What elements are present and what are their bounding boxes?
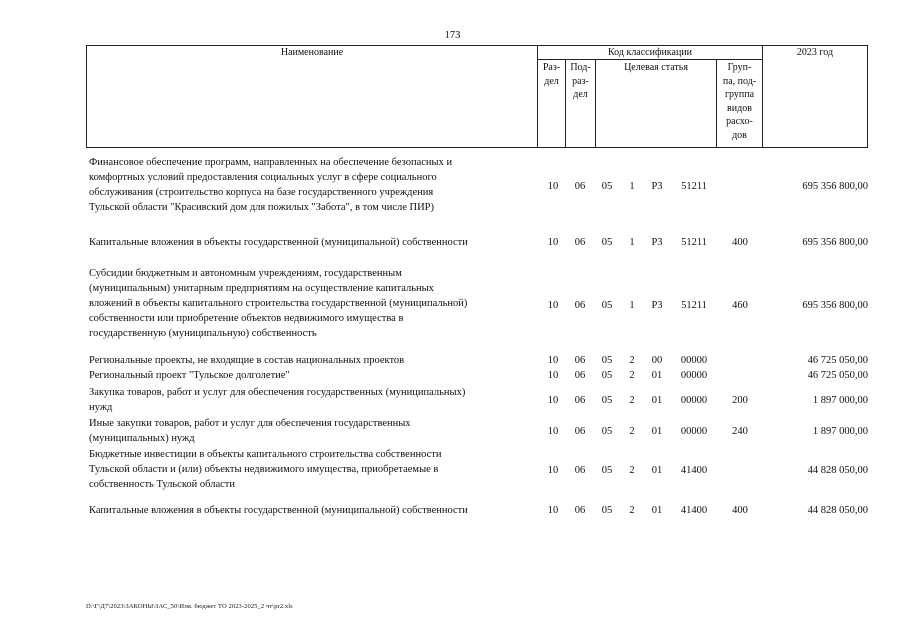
cell-podrazdel: 06: [574, 181, 586, 192]
cell-target-3: 01: [651, 395, 663, 406]
header-classification: Код классификации: [607, 47, 693, 58]
cell-target-1: 05: [601, 426, 613, 437]
cell-group: 400: [732, 505, 748, 516]
cell-target-3: 01: [651, 426, 663, 437]
table-row: [0, 155, 905, 221]
cell-amount: 46 725 050,00: [807, 355, 868, 366]
cell-razdel: 10: [547, 395, 559, 406]
header-podrazdel: Под- раз- дел: [570, 62, 591, 100]
table-row: [0, 353, 905, 369]
cell-podrazdel: 06: [574, 395, 586, 406]
row-name: Капитальные вложения в объекты государственной (муниципальной) собственности: [89, 237, 468, 248]
row-name: Капитальные вложения в объекты государственной (муниципальной) собственности: [89, 505, 468, 516]
cell-target-1: 05: [601, 237, 613, 248]
cell-target-1: 05: [601, 465, 613, 476]
cell-target-2: 2: [629, 426, 635, 437]
cell-target-1: 05: [601, 355, 613, 366]
cell-target-3: P3: [651, 181, 663, 192]
cell-podrazdel: 06: [574, 237, 586, 248]
cell-target-1: 05: [601, 505, 613, 516]
header-year: 2023 год: [796, 47, 834, 58]
cell-target-2: 2: [629, 355, 635, 366]
row-name: Финансовое обеспечение программ, направленных на обеспечение безопасных и комфортных условий предоставления социальных услуг в сфере социального обслуживания (строительство корпуса на базе государственного учреждения Тульской области "Красивский дом для пожилых "Забота", в том числе ПИР): [89, 157, 453, 213]
cell-podrazdel: 06: [574, 465, 586, 476]
cell-amount: 695 356 800,00: [802, 237, 868, 248]
file-path-footer: D:\Г\Д7\2023\ЗАКОНЫ\ЗАС_50\Изм. бюджет ТО 2023-2025_2 чт\pr2.xls: [86, 603, 293, 610]
table-row: [0, 447, 905, 493]
cell-target-4: 00000: [680, 370, 708, 381]
cell-group: 400: [732, 237, 748, 248]
cell-razdel: 10: [547, 505, 559, 516]
header-razdel: Раз- дел: [542, 62, 561, 87]
cell-target-4: 51211: [681, 237, 707, 248]
cell-target-2: 2: [629, 505, 635, 516]
cell-target-2: 1: [629, 300, 635, 311]
row-name: Бюджетные инвестиции в объекты капитального строительства собственности Тульской области и (или) объекты недвижимого имущества, приобретаемые в собственность Тульской области: [89, 449, 442, 490]
cell-group: 460: [732, 300, 748, 311]
cell-razdel: 10: [547, 300, 559, 311]
cell-amount: 44 828 050,00: [807, 465, 868, 476]
row-name: Субсидии бюджетным и автономным учреждениям, государственным (муниципальным) унитарным предприятиям на осуществление капитальных вложений в объекты капитального строительства государственной (муниципальной) собственности или приобретение объектов недвижимого имущества в государственную (муниципальную) собственность: [89, 268, 468, 339]
cell-target-3: P3: [651, 300, 663, 311]
cell-razdel: 10: [547, 237, 559, 248]
cell-podrazdel: 06: [574, 300, 586, 311]
table-header-grid: [0, 0, 905, 150]
table-row: [0, 385, 905, 416]
cell-podrazdel: 06: [574, 370, 586, 381]
cell-target-4: 41400: [680, 505, 708, 516]
cell-razdel: 10: [547, 355, 559, 366]
cell-target-4: 00000: [680, 395, 708, 406]
cell-target-4: 51211: [681, 181, 707, 192]
cell-target-3: 01: [651, 370, 663, 381]
cell-target-1: 05: [601, 300, 613, 311]
cell-target-4: 51211: [681, 300, 707, 311]
cell-target-1: 05: [601, 370, 613, 381]
cell-podrazdel: 06: [574, 505, 586, 516]
cell-target-3: P3: [651, 237, 663, 248]
table-row: [0, 416, 905, 447]
cell-group: 240: [732, 426, 748, 437]
table-row: [0, 368, 905, 384]
cell-razdel: 10: [547, 465, 559, 476]
cell-amount: 44 828 050,00: [807, 505, 868, 516]
cell-target-2: 2: [629, 465, 635, 476]
header-name: Наименование: [280, 47, 344, 58]
header-target-article: Целевая статья: [624, 62, 688, 73]
cell-target-3: 01: [651, 465, 663, 476]
cell-target-4: 41400: [680, 465, 708, 476]
cell-razdel: 10: [547, 426, 559, 437]
cell-amount: 46 725 050,00: [807, 370, 868, 381]
table-row: [0, 235, 905, 251]
cell-target-4: 00000: [680, 355, 708, 366]
cell-amount: 1 897 000,00: [812, 395, 868, 406]
table-row: [0, 503, 905, 519]
cell-target-2: 2: [629, 370, 635, 381]
cell-razdel: 10: [547, 370, 559, 381]
table-row: [0, 266, 905, 344]
cell-razdel: 10: [547, 181, 559, 192]
cell-amount: 695 356 800,00: [802, 300, 868, 311]
cell-amount: 1 897 000,00: [812, 426, 868, 437]
header-group: Груп- па, под- группа видов расхо- дов: [722, 62, 757, 141]
cell-target-4: 00000: [680, 426, 708, 437]
cell-target-1: 05: [601, 395, 613, 406]
cell-target-1: 05: [601, 181, 613, 192]
row-name: Региональный проект "Тульское долголетие": [89, 370, 290, 381]
cell-target-3: 01: [651, 505, 663, 516]
cell-podrazdel: 06: [574, 355, 586, 366]
cell-target-2: 1: [629, 237, 635, 248]
cell-podrazdel: 06: [574, 426, 586, 437]
cell-target-2: 2: [629, 395, 635, 406]
page-number: 173: [444, 30, 461, 41]
row-name: Иные закупки товаров, работ и услуг для обеспечения государственных (муниципальных) нужд: [89, 418, 411, 444]
cell-target-3: 00: [651, 355, 663, 366]
row-name: Региональные проекты, не входящие в состав национальных проектов: [89, 355, 405, 366]
cell-amount: 695 356 800,00: [802, 181, 868, 192]
cell-target-2: 1: [629, 181, 635, 192]
row-name: Закупка товаров, работ и услуг для обеспечения государственных (муниципальных) нужд: [89, 387, 466, 413]
cell-group: 200: [732, 395, 748, 406]
